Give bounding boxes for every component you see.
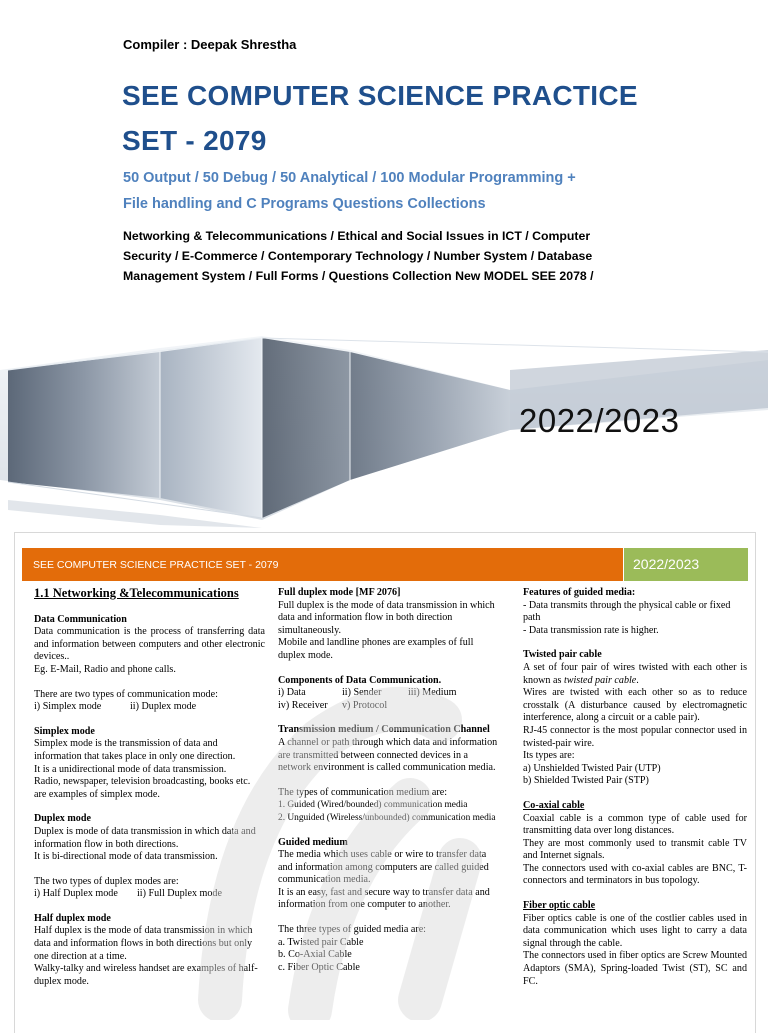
paragraph: Eg. E-Mail, Radio and phone calls.: [34, 663, 176, 675]
paragraph: Wires are twisted with each other so as to reduce crosstalk (A disturbance caused by electromagnetic interference, along a circuit or a cable pair).: [523, 687, 747, 724]
paragraph: It is an easy, fast and secure way to transfer data and information from one computer to another.: [278, 886, 490, 911]
paragraph: Full duplex is the mode of data transmission in which data and information flow in both direction simultaneously.: [278, 599, 495, 636]
heading-guided-medium: Guided medium: [278, 836, 348, 848]
paragraph: A set of four pair of wires twisted with each other is known as twisted pair cable.: [523, 661, 747, 686]
column-2: [278, 587, 500, 974]
paragraph: Walky-talky and wireless handset are examples of half-duplex mode.: [34, 963, 258, 987]
paragraph: The connectors used in fiber optics are Screw Mounted Adaptors (SMA), Spring-loaded Twist (ST), SC and FC.: [523, 950, 747, 987]
paragraph: It is bi-directional mode of data transmission.: [34, 851, 218, 863]
page-header-year-bar: [624, 548, 748, 581]
page-header-title-bar: [22, 548, 623, 581]
paragraph: Mobile and landline phones are examples of full duplex mode.: [278, 637, 474, 661]
list-item: b) Shielded Twisted Pair (STP): [523, 775, 649, 787]
paragraph: It is a unidirectional mode of data transmission.: [34, 763, 227, 775]
heading-transmission-medium: Transmission medium / Communication Channel: [278, 724, 490, 736]
compiler-credit: Compiler : Deepak Shrestha: [123, 37, 297, 52]
column-1: [34, 587, 265, 988]
cover-title-line1: SEE COMPUTER SCIENCE PRACTICE: [122, 80, 638, 111]
cover-year: 2022/2023: [519, 402, 680, 439]
page-two: [14, 532, 756, 1033]
list-item: b. Co-Axial Cable: [278, 949, 352, 961]
heading-simplex-mode: Simplex mode: [34, 725, 95, 737]
paragraph: Coaxial cable is a common type of cable used for transmitting data over long distances.: [523, 812, 747, 837]
paragraph: Radio, newspaper, television broadcasting, books etc. are examples of simplex mode.: [34, 776, 251, 800]
list-item: - Data transmission rate is higher.: [523, 624, 659, 636]
paragraph: Duplex is mode of data transmission in which data and information flow in both directions.: [34, 825, 256, 850]
list-item: - Data transmits through the physical cable or fixed path: [523, 599, 731, 624]
heading-fiber-optic: Fiber optic cable: [523, 900, 596, 912]
page-header-year: 2022/2023: [633, 556, 700, 572]
heading-twisted-pair: Twisted pair cable: [523, 649, 602, 661]
heading-data-communication: Data Communication: [34, 613, 127, 625]
paragraph: The three types of guided media are:: [278, 924, 426, 936]
list-item: i) Data ii) Sender iii) Medium: [278, 687, 457, 699]
paragraph: They are most commonly used to transmit cable TV and Internet signals.: [523, 837, 747, 862]
paragraph: The media which uses cable or wire to transfer data and information among computers are called guided communication media.: [278, 849, 489, 886]
column-3: [523, 587, 747, 988]
heading-coaxial: Co-axial cable: [523, 799, 585, 811]
cover-subtitle-line2: File handling and C Programs Questions Collections: [123, 196, 486, 212]
cover-title-line2: SET - 2079: [122, 125, 267, 156]
paragraph: The connectors used with co-axial cables are BNC, T-connectors and terminators in bus topology.: [523, 862, 747, 887]
paragraph: Fiber optics cable is one of the costlier cables used in data communication which uses light to carry a data signal through the cable.: [523, 912, 747, 949]
paragraph: RJ-45 connector is the most popular connector used in twisted-pair wire.: [523, 724, 747, 749]
list-item: 2. Unguided (Wireless/unbounded) communication media: [278, 812, 496, 823]
heading-components: Components of Data Communication.: [278, 674, 442, 686]
section-heading: 1.1 Networking &Telecommunications: [34, 586, 239, 600]
paragraph: The types of communication medium are:: [278, 786, 448, 798]
list-item: a. Twisted pair Cable: [278, 936, 364, 948]
paragraph: The two types of duplex modes are:: [34, 875, 179, 887]
list-item: i) Simplex mode ii) Duplex mode: [34, 701, 197, 713]
list-item: c. Fiber Optic Cable: [278, 961, 360, 973]
cover-topics-line2: Security / E-Commerce / Contemporary Technology / Number System / Database: [123, 249, 593, 263]
heading-duplex-mode: Duplex mode: [34, 813, 91, 825]
list-item: i) Half Duplex mode ii) Full Duplex mode: [34, 888, 222, 900]
list-item: a) Unshielded Twisted Pair (UTP): [523, 762, 661, 774]
cover-subtitle-line1: 50 Output / 50 Debug / 50 Analytical / 100 Modular Programming +: [123, 170, 576, 186]
cover-topics-line1: Networking & Telecommunications / Ethical and Social Issues in ICT / Computer: [123, 229, 591, 243]
paragraph: Half duplex is the mode of data transmission in which data and information flows in both directions but only one direction at a time.: [34, 925, 253, 962]
paragraph: Data communication is the process of transferring data and information between computers and other electronic devices..: [34, 626, 265, 663]
heading-features-guided: Features of guided media:: [523, 587, 636, 598]
heading-full-duplex: Full duplex mode [MF 2076]: [278, 587, 401, 598]
cover-topics-line3: Management System / Full Forms / Questions Collection New MODEL SEE 2078 /: [123, 269, 594, 283]
list-item: iv) Receiver v) Protocol: [278, 699, 388, 711]
heading-half-duplex: Half duplex mode: [34, 912, 111, 924]
paragraph: Its types are:: [523, 750, 575, 762]
page-header-title: SEE COMPUTER SCIENCE PRACTICE SET - 2079: [33, 559, 279, 571]
list-item: 1. Guided (Wired/bounded) communication media: [278, 800, 468, 811]
paragraph: A channel or path through which data and information are transmitted between connected devices in a network environment is called communication media.: [278, 736, 498, 774]
paragraph: There are two types of communication mode:: [34, 688, 218, 700]
paragraph: Simplex mode is the transmission of data and information that takes place in only one direction.: [34, 738, 236, 762]
